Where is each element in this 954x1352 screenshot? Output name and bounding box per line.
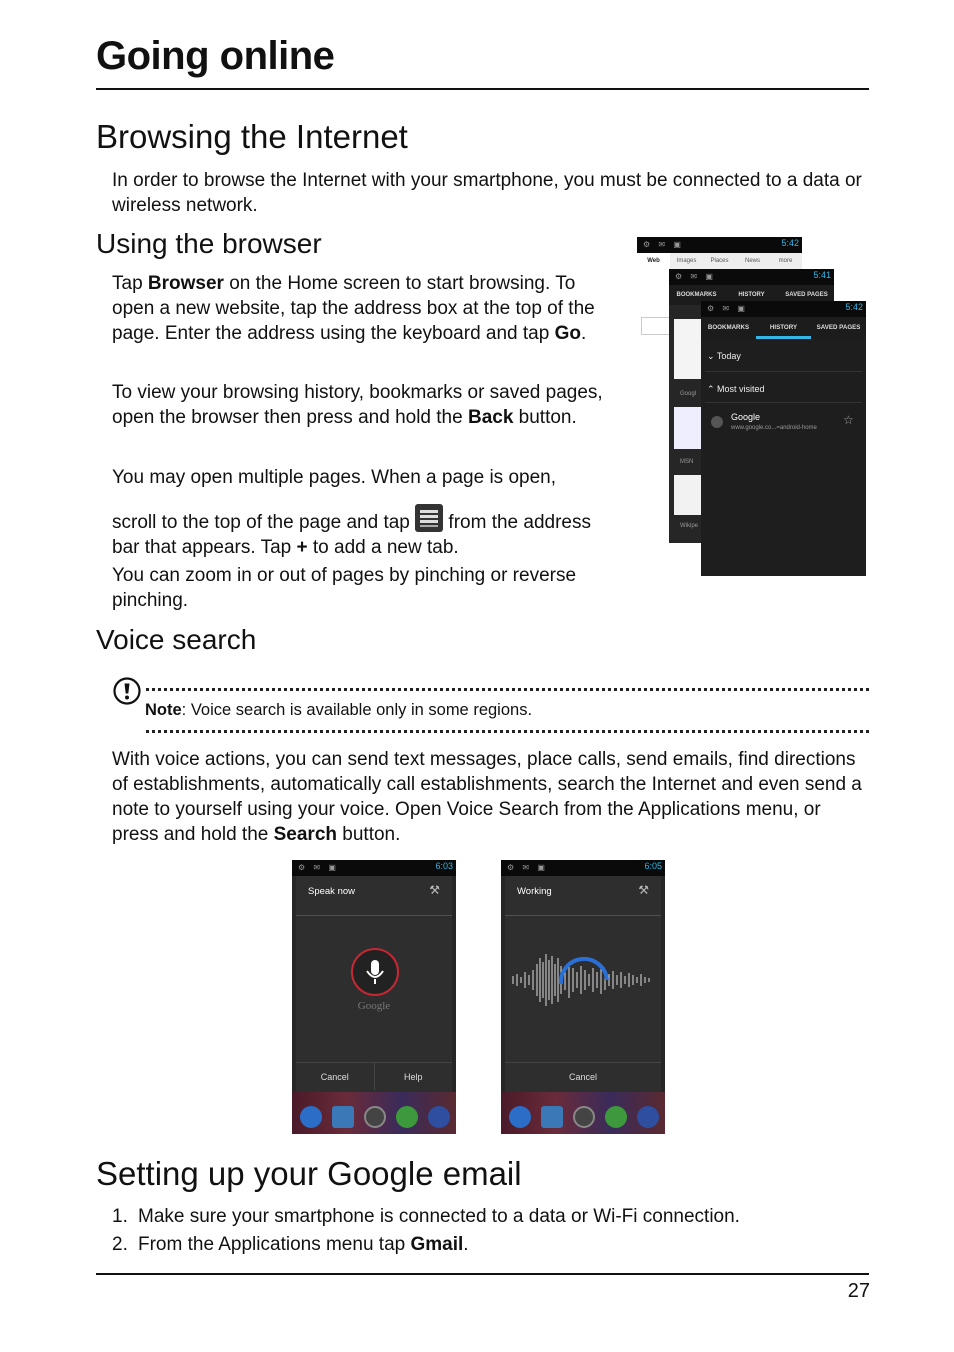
page-number: 27 bbox=[847, 1280, 870, 1302]
history-item-title[interactable]: Google bbox=[731, 412, 761, 422]
browser-paragraph-3: scroll to the top of the page and tap from the address bar that appears. Tap + to add a new tab. bbox=[112, 504, 622, 560]
browser-paragraph-1: Tap Browser on the Home screen to start browsing. To open a new website, tap the address box at the top of the page. Enter the address using the keyboard and tap Go. bbox=[112, 273, 595, 344]
tab-saved-pages[interactable]: SAVED PAGES bbox=[816, 324, 861, 331]
browser-screenshot-history: ⚙ ✉ ▣ 5:42 BOOKMARKS HISTORY SAVED PAGES ⌄ Today ⌃ Most visited Google www.google.co...=android-home ☆ bbox=[701, 301, 866, 576]
browser-paragraph-3-line1: You may open multiple pages. When a page is open, bbox=[112, 467, 556, 488]
history-group-most-visited[interactable]: ⌃ Most visited bbox=[707, 384, 765, 394]
section-heading-browsing: Browsing the Internet bbox=[96, 118, 408, 155]
tabs-icon bbox=[415, 504, 443, 532]
help-button[interactable]: Help bbox=[374, 1063, 453, 1090]
browser-paragraph-2: To view your browsing history, bookmarks or saved pages, open the browser then press and hold the Back button. bbox=[112, 382, 603, 428]
star-icon[interactable]: ☆ bbox=[843, 413, 854, 427]
footer-rule bbox=[96, 1273, 869, 1275]
voice-screenshot-working: ⚙ ✉ ▣ 6:05 Working ⚒ Cancel bbox=[501, 860, 665, 1134]
settings-wrench-icon[interactable]: ⚒ bbox=[429, 883, 440, 897]
note-text: Note: Voice search is available only in some regions. bbox=[145, 701, 533, 719]
tab-bookmarks[interactable]: BOOKMARKS bbox=[707, 324, 750, 331]
voice-paragraph: With voice actions, you can send text messages, place calls, send emails, find directions of establishments, automatically call establishments, search the Internet and even send a note to yourself using your voice. Open Voice Search from the Applications menu, or press and hold the Search button. bbox=[112, 749, 862, 845]
browser-screenshot-back: ⚙ ✉ ▣ 5:42 Web Images Places News more bbox=[637, 237, 802, 537]
header-rule bbox=[96, 88, 869, 90]
chapter-title: Going online bbox=[96, 34, 335, 78]
cancel-button[interactable]: Cancel bbox=[320, 1072, 349, 1082]
home-dock bbox=[501, 1092, 665, 1134]
section-heading-gmail: Setting up your Google email bbox=[96, 1155, 522, 1192]
cancel-button-working[interactable]: Cancel bbox=[568, 1072, 597, 1082]
subheading-voice-search: Voice search bbox=[96, 624, 257, 655]
microphone-icon bbox=[353, 950, 397, 994]
voice-screenshot-speak-now: ⚙ ✉ ▣ 6:03 Speak now ⚒ Google Cancel Help bbox=[292, 860, 456, 1134]
subheading-using-browser: Using the browser bbox=[96, 228, 322, 259]
history-group-today[interactable]: ⌄ Today bbox=[707, 351, 741, 361]
home-dock bbox=[292, 1092, 456, 1134]
globe-icon bbox=[711, 416, 723, 428]
waveform-icon bbox=[509, 944, 657, 1014]
gmail-step-1: 1. Make sure your smartphone is connected to a data or Wi-Fi connection. bbox=[112, 1206, 740, 1227]
voice-title-working: Working bbox=[505, 876, 661, 916]
history-item-url: www.google.co...=android-home bbox=[731, 425, 817, 431]
browsing-intro: In order to browse the Internet with your smartphone, you must be connected to a data or wireless network. bbox=[112, 170, 862, 216]
browser-paragraph-4: You can zoom in or out of pages by pinching or reverse pinching. bbox=[112, 565, 577, 611]
browser-screenshot-middle: ⚙ ✉ ▣ 5:41 BOOKMARKS HISTORY SAVED PAGES Googl MSN Wikipe bbox=[669, 269, 834, 543]
tab-history[interactable]: HISTORY bbox=[756, 317, 811, 339]
warning-icon bbox=[112, 676, 142, 706]
settings-wrench-icon[interactable]: ⚒ bbox=[638, 883, 649, 897]
microphone-button[interactable] bbox=[351, 948, 399, 996]
note-box bbox=[112, 676, 869, 736]
gmail-step-2: 2. From the Applications menu tap Gmail. bbox=[112, 1234, 469, 1255]
voice-title: Speak now bbox=[296, 876, 452, 916]
google-wordmark: Google bbox=[357, 1000, 391, 1012]
